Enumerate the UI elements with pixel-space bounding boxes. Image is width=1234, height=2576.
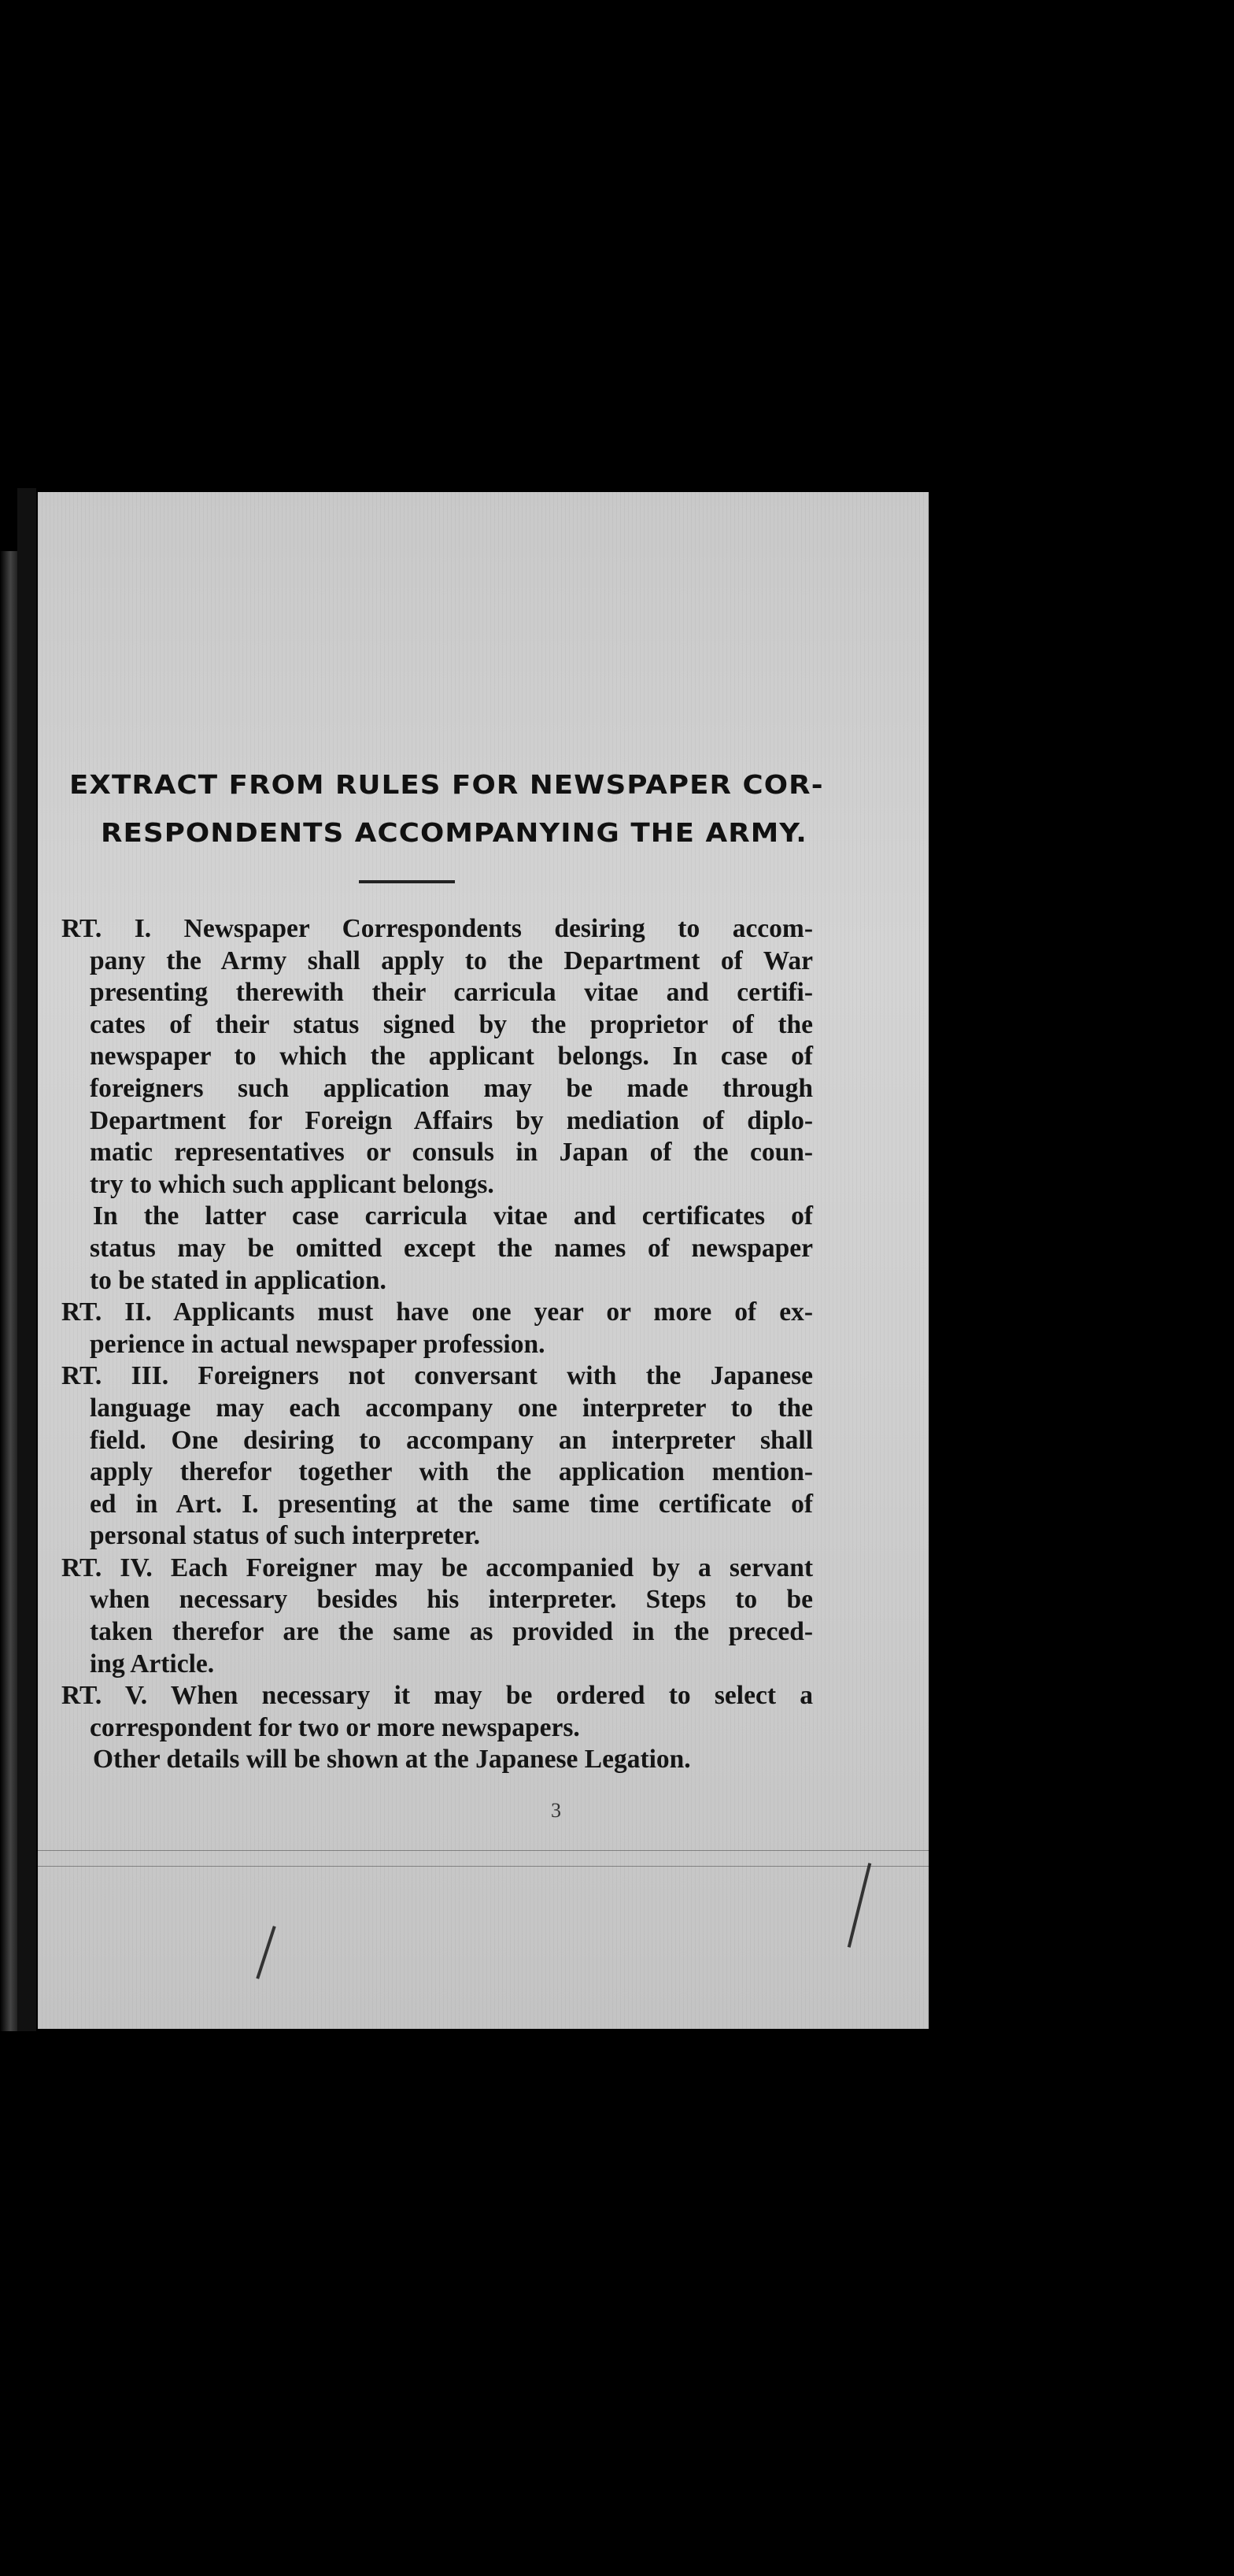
pen-stroke-mark [256, 1926, 275, 1979]
body-line: In the latter case carricula vitae and certificates of [93, 1201, 813, 1231]
page-number: 3 [551, 1799, 561, 1822]
body-line: language may each accompany one interpreter to the [90, 1393, 813, 1423]
heading-divider [359, 880, 455, 883]
body-line: RT. II. Applicants must have one year or more of ex- [61, 1297, 813, 1327]
pen-stroke-mark [848, 1863, 871, 1948]
body-line: Department for Foreign Affairs by mediation of diplo- [90, 1105, 813, 1135]
body-line: taken therefor are the same as provided in the preced- [90, 1617, 813, 1647]
page-edge [0, 551, 17, 2031]
body-line: apply therefor together with the application mention- [90, 1457, 813, 1487]
document-page [38, 492, 929, 2029]
body-line: ed in Art. I. presenting at the same time certificate of [90, 1489, 813, 1519]
heading-line-1: EXTRACT FROM RULES FOR NEWSPAPER COR- [69, 769, 824, 800]
body-line: foreigners such application may be made through [90, 1073, 813, 1103]
body-line: when necessary besides his interpreter. Steps to be [90, 1585, 813, 1615]
page-spine [17, 488, 36, 2031]
body-line: presenting therewith their carricula vitae and certifi- [90, 978, 813, 1008]
body-line: Other details will be shown at the Japanese Legation. [93, 1745, 691, 1775]
heading-line-2: RESPONDENTS ACCOMPANYING THE ARMY. [101, 817, 807, 848]
body-line: ing Article. [90, 1649, 215, 1678]
body-line: correspondent for two or more newspapers. [90, 1712, 580, 1742]
body-line: field. One desiring to accompany an interpreter shall [90, 1425, 813, 1455]
body-line: status may be omitted except the names of newspaper [90, 1233, 813, 1263]
body-line: RT. I. Newspaper Correspondents desiring to accom- [61, 914, 813, 943]
body-line: to be stated in application. [90, 1265, 386, 1295]
body-line: RT. IV. Each Foreigner may be accompanied by a servant [61, 1553, 813, 1582]
scan-artifact-line [38, 1850, 929, 1851]
body-line: newspaper to which the applicant belongs. In case of [90, 1042, 813, 1071]
body-line: personal status of such interpreter. [90, 1521, 480, 1551]
body-line: perience in actual newspaper profession. [90, 1329, 545, 1359]
body-line: cates of their status signed by the proprietor of the [90, 1009, 813, 1039]
body-line: pany the Army shall apply to the Department of War [90, 946, 813, 975]
body-line: RT. V. When necessary it may be ordered to select a [61, 1681, 813, 1711]
body-text [61, 913, 813, 1776]
scan-artifact-line [38, 1866, 929, 1867]
body-line: RT. III. Foreigners not conversant with the Japanese [61, 1361, 813, 1391]
body-line: matic representatives or consuls in Japan of the coun- [90, 1138, 813, 1168]
body-line: try to which such applicant belongs. [90, 1169, 494, 1199]
